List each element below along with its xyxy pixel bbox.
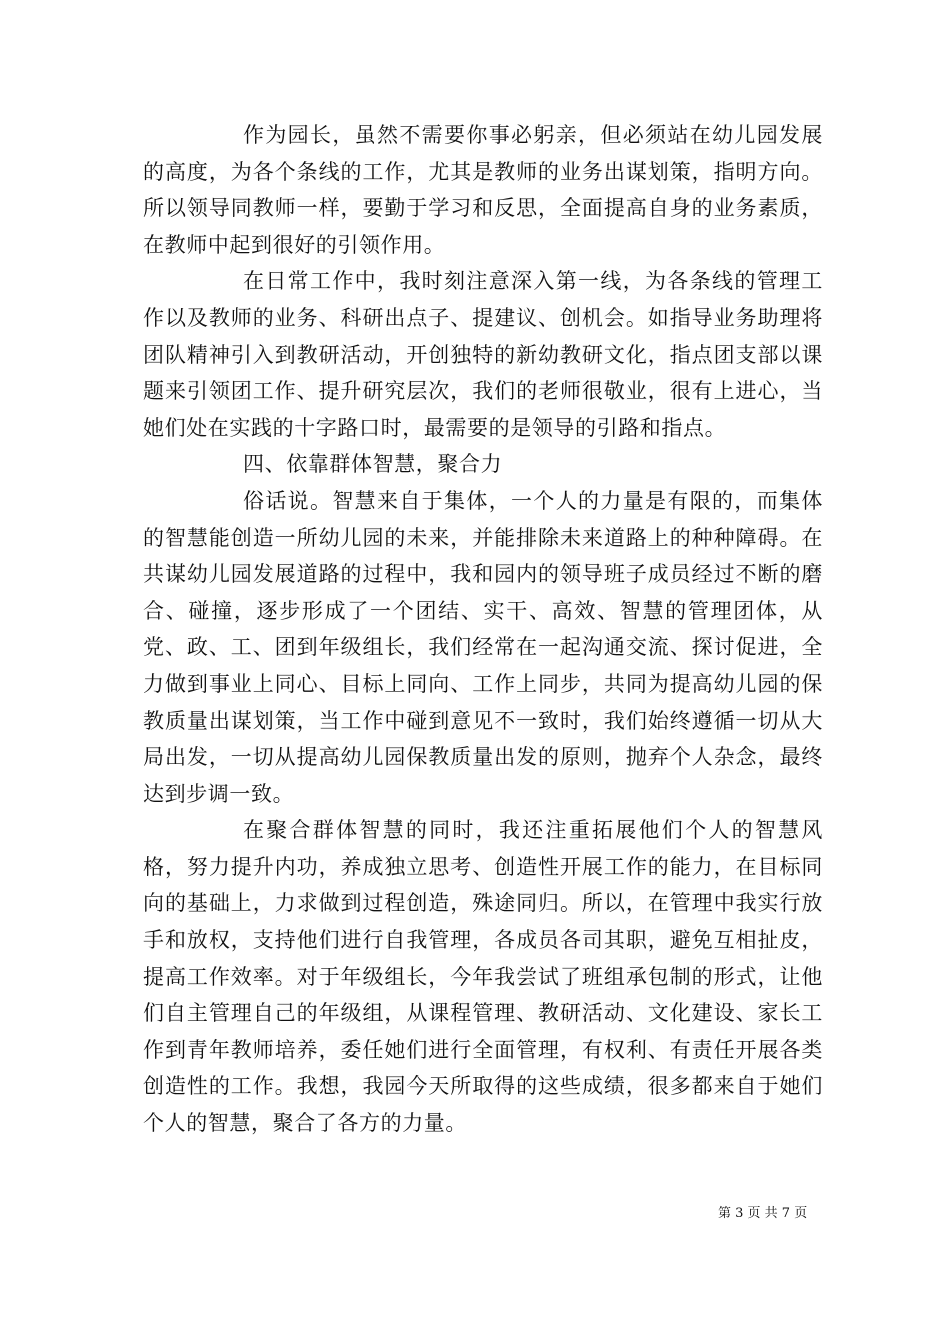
paragraph-4: 在聚合群体智慧的同时，我还注重拓展他们个人的智慧风格，努力提升内功，养成独立思考、创造性开展工作的能力，在目标同向的基础上，力求做到过程创造，殊途同归。所以，在管理中我实行放手和放权，支持他们进行自我管理，各成员各司其职，避免互相扯皮，提高工作效率。对于年级组长，今年我尝试了班组承包制的形式，让他们自主管理自己的年级组，从课程管理、教研活动、文化建设、家长工作到青年教师培养，委任她们进行全面管理，有权利、有责任开展各类创造性的工作。我想，我园今天所取得的这些成绩，很多都来自于她们个人的智慧，聚合了各方的力量。 (143, 818, 823, 1136)
paragraph-3: 俗话说。智慧来自于集体，一个人的力量是有限的，而集体的智慧能创造一所幼儿园的未来，并能排除未来道路上的种种障碍。在共谋幼儿园发展道路的过程中，我和园内的领导班子成员经过不断的磨合、碰撞，逐步形成了一个团结、实干、高效、智慧的管理团体，从党、政、工、团到年级组长，我们经常在一起沟通交流、探讨促进，全力做到事业上同心、目标上同向、工作上同步，共同为提高幼儿园的保教质量出谋划策，当工作中碰到意见不一致时，我们始终遵循一切从大局出发，一切从提高幼儿园保教质量出发的原则，抛弃个人杂念，最终达到步调一致。 (143, 488, 823, 806)
section-heading: 四、依靠群体智慧，聚合力 (243, 452, 503, 477)
document-body (143, 117, 823, 1142)
page-number-footer: 第 3 页 共 7 页 (718, 1206, 808, 1221)
paragraph-1: 作为园长，虽然不需要你事必躬亲，但必须站在幼儿园发展的高度，为各个条线的工作，尤其是教师的业务出谋划策，指明方向。所以领导同教师一样，要勤于学习和反思，全面提高自身的业务素质，在教师中起到很好的引领作用。 (143, 123, 823, 257)
paragraph-2: 在日常工作中，我时刻注意深入第一线，为各条线的管理工作以及教师的业务、科研出点子、提建议、创机会。如指导业务助理将团队精神引入到教研活动，开创独特的新幼教研文化，指点团支部以课题来引领团工作、提升研究层次，我们的老师很敬业，很有上进心，当她们处在实践的十字路口时，最需要的是领导的引路和指点。 (143, 269, 823, 440)
